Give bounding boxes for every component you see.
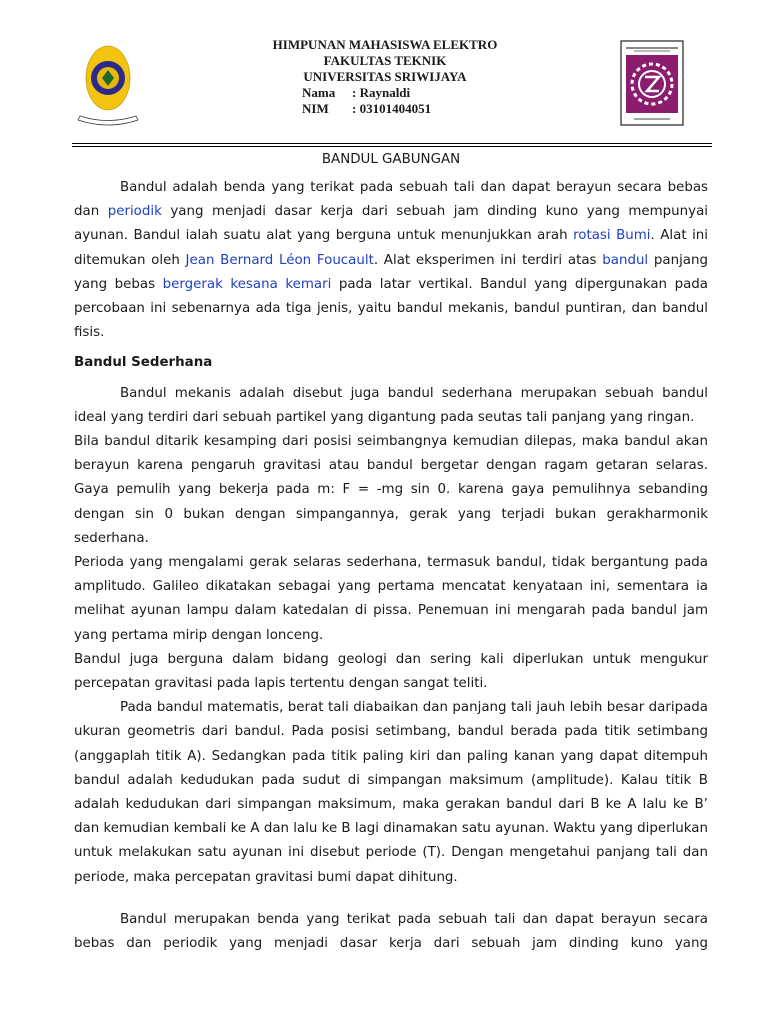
link-periodik[interactable]: periodik (107, 204, 162, 220)
paragraph-bandul-mekanis: Bandul mekanis adalah disebut juga bandul sederhana merupakan sebuah bandul ideal yang terdiri dari sebuah partikel yang digantung pada seutas tali panjang yang ringan. (74, 385, 708, 425)
link-bergerak[interactable]: bergerak kesana kemari (162, 276, 332, 292)
document-title: BANDUL GABUNGAN (321, 152, 461, 167)
name-value: : Raynaldi (352, 85, 411, 100)
himpunan-logo (620, 40, 684, 126)
section-heading: Bandul Sederhana (74, 355, 213, 371)
intro-text-4: . Alat eksperimen ini terdiri atas (373, 252, 603, 268)
letterhead (0, 0, 768, 150)
org-name: HIMPUNAN MAHASISWA ELEKTRO (272, 37, 498, 52)
paragraph-geologi: Bandul juga berguna dalam bidang geologi dan sering kali diperlukan untuk mengukur percepatan gravitasi pada lapis tertentu dengan sangat teliti. (74, 651, 708, 692)
intro-text-6: pada latar vertikal. Bandul yang dipergunakan pada percobaan ini sebenarnya ada tiga jenis, yaitu bandul mekanis, bandul puntiran, dan bandul fisis. (74, 276, 708, 341)
intro-text-2: yang menjadi dasar kerja dari sebuah jam dinding kuno yang mempunyai ayunan. Bandul ialah suatu alat yang berguna untuk menunjukkan arah (74, 204, 708, 244)
intro-paragraph (74, 176, 708, 345)
paragraph-perioda: Perioda yang mengalami gerak selaras sederhana, termasuk bandul, tidak bergantung pada amplitudo. Galileo dikatakan sebagai yang pertama mencatat kenyataan ini, sementara ia melihat ayunan lampu dalam katedalan di pissa. Penemuan ini mengarah pada bandul jam yang pertama mirip dengan lonceng. (74, 555, 708, 643)
faculty-name: FAKULTAS TEKNIK (323, 53, 447, 68)
nim-label: NIM (302, 101, 329, 116)
link-foucault[interactable]: Jean Bernard Léon Foucault (185, 252, 374, 268)
university-logo (66, 38, 150, 128)
paragraph-matematis: Pada bandul matematis, berat tali diabaikan dan panjang tali jauh lebih besar daripada ukuran geometris dari bandul. Pada posisi setimbang, bandul berada pada titik setimbang (anggaplah titik A). Sedangkan pada titik paling kiri dan paling kanan yang dapat ditempuh bandul adalah kedudukan pada sudut di simpangan maksimum (amplitude). Kalau titik B adalah kedudukan dari simpangan maksimum, maka gerakan bandul dari B ke A lalu ke B’ dan kemudian kembali ke A dan lalu ke B lagi dinamakan satu ayunan. Waktu yang diperlukan untuk melakukan satu ayunan ini disebut periode (T). Dengan mengetahui panjang tali dan periode, maka percepatan gravitasi bumi dapat dihitung. (74, 700, 708, 885)
nim-value: : 03101404051 (352, 101, 432, 116)
university-name: UNIVERSITAS SRIWIJAYA (303, 69, 467, 84)
link-rotasi-bumi[interactable]: rotasi Bumi (573, 228, 651, 244)
name-row (302, 85, 600, 101)
letterhead-text (230, 37, 600, 117)
nim-row (302, 101, 600, 117)
link-bandul[interactable]: bandul (602, 252, 649, 268)
name-label: Nama (302, 85, 336, 100)
header-rule-top (72, 143, 712, 144)
intro-text-1: Bandul adalah benda yang terikat pada sebuah tali dan dapat berayun secara bebas dan (74, 180, 708, 220)
intro-text-5: panjang yang bebas (74, 252, 708, 292)
document-body (74, 148, 708, 956)
intro-text-3: . Alat ini ditemukan oleh (74, 228, 708, 268)
paragraph-ditarik: Bila bandul ditarik kesamping dari posisi seimbangnya kemudian dilepas, maka bandul akan berayun karena pengaruh gravitasi atau bandul bergetar dengan ragam getaran selaras. Gaya pemulih yang bekerja pada m: F = -mg sin 0. karena gaya pemulihnya sebanding dengan sin 0 bukan dengan simpangannya, gerak yang terjadi bukan gerakharmonik sederhana. (74, 434, 708, 546)
header-rule-bottom (72, 146, 712, 147)
paragraph-closing: Bandul merupakan benda yang terikat pada sebuah tali dan dapat berayun secara bebas dan periodik yang menjadi dasar kerja dari sebuah jam dinding kuno yang (74, 911, 708, 952)
